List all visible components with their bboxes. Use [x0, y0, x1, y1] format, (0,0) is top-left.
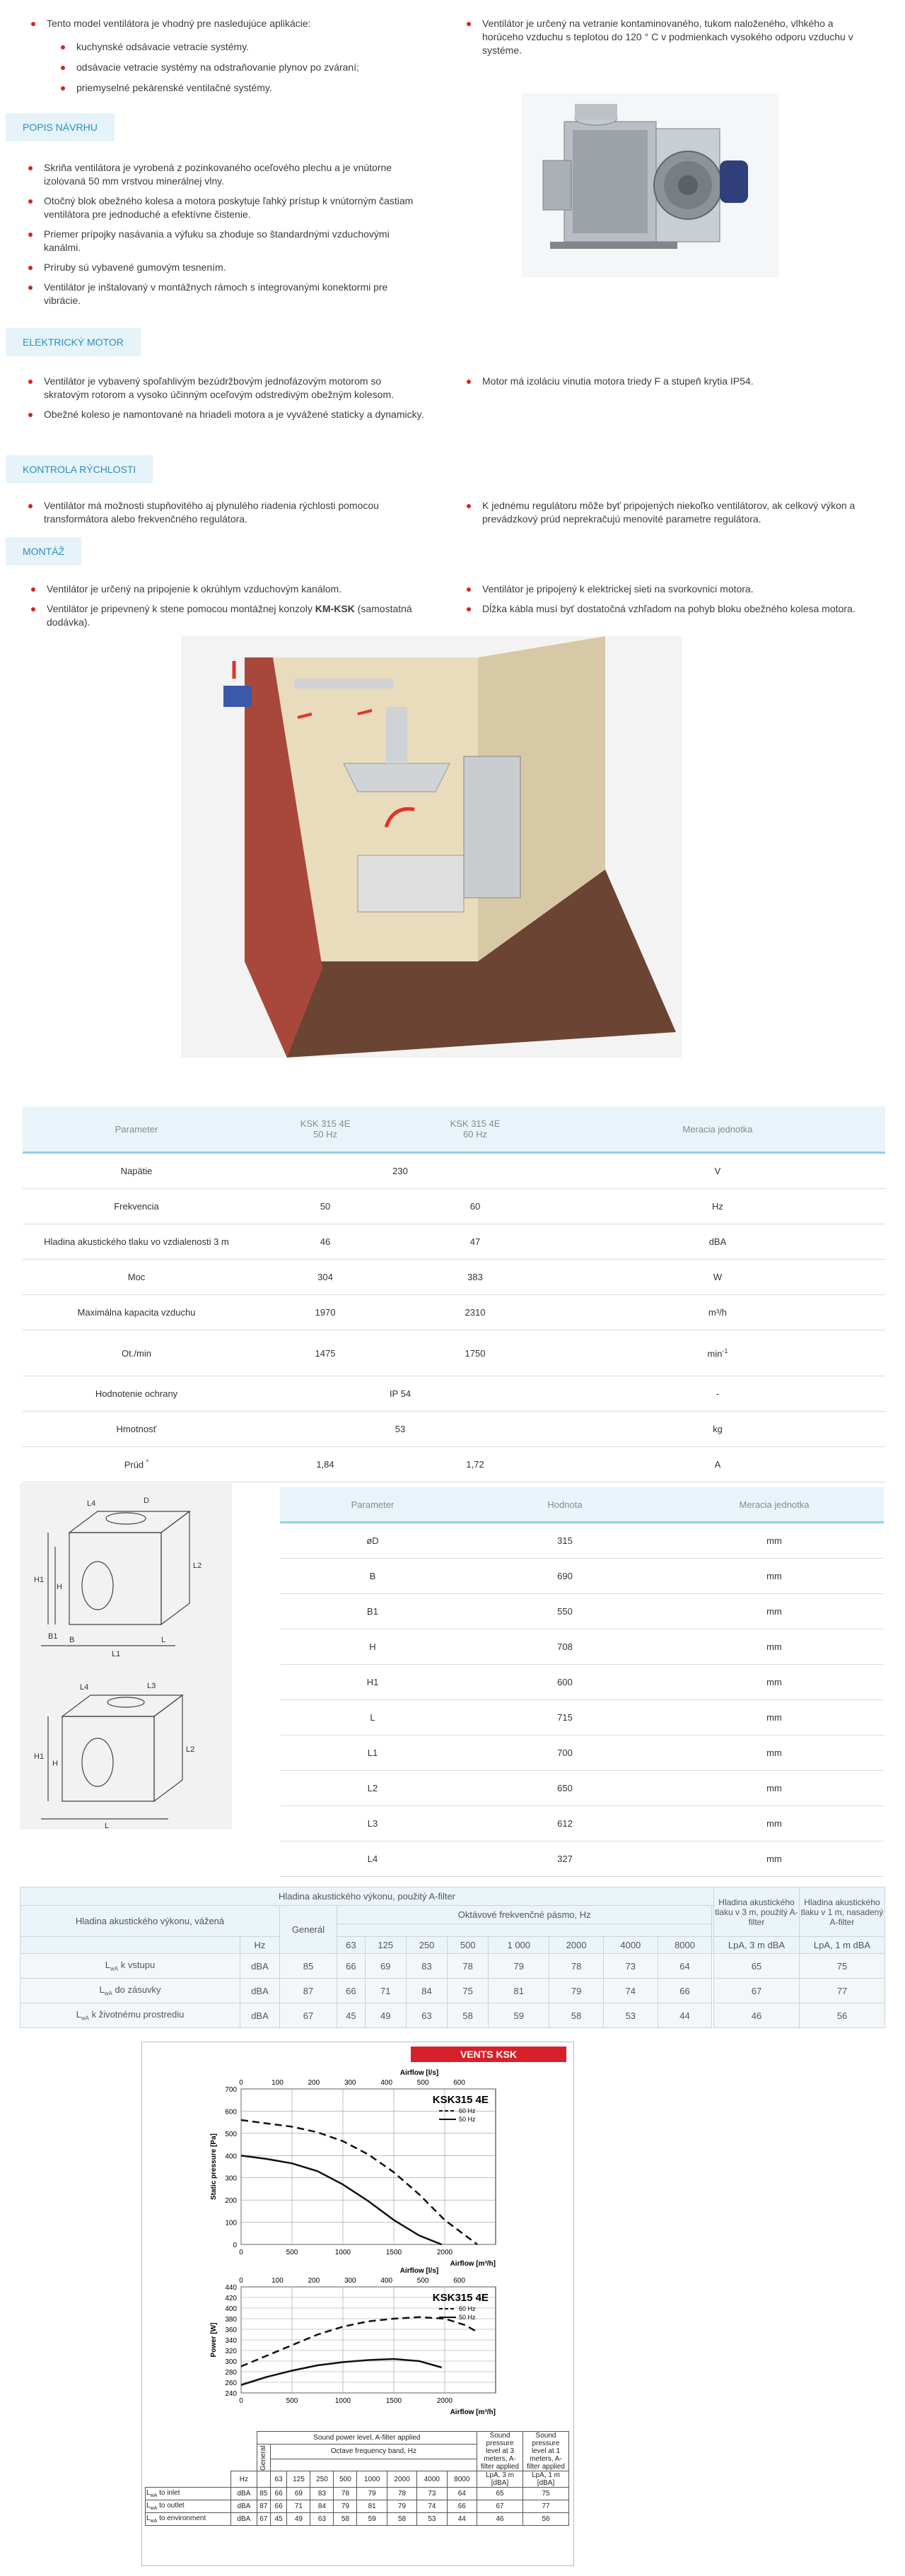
- x-tick-label: 500: [286, 2249, 298, 2256]
- y-tick-label: 300: [225, 2358, 237, 2366]
- x2-axis-label: Airflow [l/s]: [399, 2069, 439, 2077]
- spec-name: Moc: [23, 1260, 250, 1295]
- motor-left: [28, 375, 424, 428]
- sound-top-header: Hladina akustického výkonu, použitý A-filter: [21, 1887, 714, 1906]
- spec-value: 1750: [400, 1330, 550, 1376]
- spec-value: 53: [250, 1412, 550, 1447]
- design-item: Priemer prípojky nasávania a výfuku sa zhoduje so štandardnými vzduchovými kanálmi.: [28, 228, 424, 254]
- series-line-60-Hz: [241, 2317, 477, 2367]
- x2-axis-label: Airflow [l/s]: [399, 2267, 439, 2275]
- spec-name: Maximálna kapacita vzduchu: [23, 1295, 250, 1330]
- spec-value: 47: [400, 1224, 550, 1260]
- spec-unit: A: [550, 1447, 885, 1482]
- spec-value: 1,84: [250, 1447, 400, 1482]
- mount-bracket-name: KM-KSK: [315, 603, 355, 614]
- y-tick-label: 600: [225, 2108, 237, 2117]
- sound-p1-header: Hladina akustického tlaku v 1 m, nasadený A-filter: [800, 1887, 885, 1937]
- x2-tick-label: 400: [380, 2277, 393, 2285]
- section-speed-title: KONTROLA RÝCHLOSTI: [6, 455, 153, 484]
- sound-general-header: Generál: [280, 1906, 337, 1954]
- spec-col-50hz: KSK 315 4E 50 Hz: [250, 1106, 400, 1153]
- table-row: L4 327 mm: [280, 1842, 884, 1877]
- x2-tick-label: 400: [380, 2079, 393, 2087]
- y-tick-label: 340: [225, 2337, 237, 2345]
- x2-tick-label: 600: [453, 2277, 465, 2285]
- dim-col-param: Parameter: [280, 1487, 465, 1523]
- table-row: $L_{wA}$ to outlet dBA 87 66 71 84 79 81 79 74 66 67 77: [146, 2500, 569, 2513]
- app-item: kuchynské odsávacie vetracie systémy.: [61, 40, 427, 54]
- spec-unit: kg: [550, 1412, 885, 1447]
- dim-label: D: [144, 1497, 149, 1505]
- spec-unit: W: [550, 1260, 885, 1295]
- section-motor-title: ELEKTRICKÝ MOTOR: [6, 328, 141, 356]
- y-tick-label: 300: [225, 2174, 237, 2183]
- x2-tick-label: 500: [416, 2079, 429, 2087]
- design-item: Ventilátor je inštalovaný v montážnych rámoch s integrovanými konektormi pre vibrácie.: [28, 281, 424, 308]
- table-row: [23, 1330, 885, 1376]
- dim-label: L4: [87, 1499, 96, 1508]
- x2-tick-label: 100: [272, 2277, 284, 2285]
- y-tick-label: 240: [225, 2390, 237, 2398]
- chart-title: KSK315 4E: [432, 2292, 489, 2304]
- x2-tick-label: 100: [272, 2079, 284, 2087]
- table-row: H 708 mm: [280, 1629, 884, 1665]
- spec-name: Hodnotenie ochrany: [23, 1376, 250, 1412]
- chart-title: KSK315 4E: [432, 2094, 489, 2106]
- design-item: Otočný blok obežného kolesa a motora poskytuje ľahký prístup k vnútorným častiam ventilátora pre jednoduché a efektívne čistenie.: [28, 194, 424, 221]
- x-tick-label: 1500: [385, 2249, 402, 2256]
- dim-label: L4: [80, 1683, 89, 1692]
- series-line-50-Hz: [241, 2359, 442, 2385]
- x-axis-label: Airflow [m³/h]: [450, 2260, 496, 2268]
- mount-right: [467, 582, 863, 622]
- x2-tick-label: 300: [344, 2277, 356, 2285]
- y-tick-label: 440: [225, 2284, 237, 2292]
- y-tick-label: 400: [225, 2153, 237, 2161]
- x2-tick-label: 200: [308, 2277, 320, 2285]
- spec-value: 50: [250, 1189, 400, 1224]
- speed-item: K jednému regulátoru môže byť pripojených niekoľko ventilátorov, ak celkový výkon a prevádzkový prúd neprekračujú menovité parametre regulátora.: [467, 499, 863, 526]
- spec-value: 230: [250, 1153, 550, 1189]
- x-tick-label: 0: [239, 2249, 243, 2256]
- speed-left: [28, 499, 424, 532]
- spec-value: 304: [250, 1260, 400, 1295]
- table-row: [23, 1376, 885, 1412]
- x-tick-label: 2000: [436, 2397, 453, 2405]
- dim-label: B1: [48, 1632, 58, 1641]
- y-tick-label: 360: [225, 2326, 237, 2334]
- table-row: [23, 1224, 885, 1260]
- spec-unit: V: [550, 1153, 885, 1189]
- y-tick-label: 700: [225, 2086, 237, 2094]
- y-tick-label: 0: [233, 2242, 237, 2249]
- x2-tick-label: 600: [453, 2079, 465, 2087]
- y-axis-label: Power [W]: [210, 2322, 218, 2358]
- spec-value: 1,72: [400, 1447, 550, 1482]
- x-tick-label: 1000: [334, 2397, 351, 2405]
- speed-right: [467, 499, 863, 532]
- speed-item: Ventilátor má možnosti stupňovitého aj plynulého riadenia rýchlosti pomocou transformátora alebo frekvenčného regulátora.: [28, 499, 424, 526]
- table-row: L3 612 mm: [280, 1806, 884, 1842]
- app-item: odsávacie vetracie systémy na odstraňovanie plynov po zváraní;: [61, 61, 427, 74]
- intro-lead: Tento model ventilátora je vhodný pre nasledujúce aplikácie:: [31, 17, 427, 30]
- table-row: $L_{wA}$ to inlet dBA 85 66 69 83 78 79 78 73 64 65 75: [146, 2488, 569, 2500]
- x-tick-label: 1000: [334, 2249, 351, 2256]
- spec-name: Frekvencia: [23, 1189, 250, 1224]
- table-row: H1 600 mm: [280, 1665, 884, 1700]
- table-row: [23, 1412, 885, 1447]
- y-tick-label: 420: [225, 2295, 237, 2302]
- dim-col-value: Hodnota: [465, 1487, 665, 1523]
- dimension-table: [280, 1487, 884, 1877]
- performance-charts: [142, 2061, 573, 2428]
- spec-unit: m³/h: [550, 1295, 885, 1330]
- x-tick-label: 0: [239, 2397, 243, 2405]
- series-line-60-Hz: [241, 2120, 477, 2244]
- y-tick-label: 500: [225, 2130, 237, 2138]
- dim-label: L2: [193, 1562, 202, 1570]
- table-row: [23, 1295, 885, 1330]
- y-tick-label: 380: [225, 2316, 237, 2324]
- motor-item: Ventilátor je vybavený spoľahlivým bezúdržbovým jednofázovým motorom so skratovým rotorom a vysoko účinným oceľovým odstredivým obežným kolesom.: [28, 375, 424, 402]
- motor-item: Obežné koleso je namontované na hriadeli motora a je vyvážené staticky a dynamicky.: [28, 408, 424, 421]
- legend-label: 60 Hz: [459, 2305, 476, 2312]
- x-tick-label: 500: [286, 2397, 298, 2405]
- table-row: $L_{wA}$ k životnému prostrediu dBA 67 45 49 63 58 59 58 53 44 46 56: [21, 2003, 885, 2028]
- design-list: [28, 161, 424, 314]
- y-tick-label: 400: [225, 2305, 237, 2313]
- performance-sheet: [141, 2042, 574, 2566]
- spec-col-param: Parameter: [23, 1106, 250, 1153]
- table-row: [23, 1189, 885, 1224]
- x2-tick-label: 300: [344, 2079, 356, 2087]
- legend-label: 50 Hz: [459, 2314, 476, 2321]
- x2-tick-label: 200: [308, 2079, 320, 2087]
- dimension-drawings: [20, 1483, 232, 1829]
- sound-p3-header: Hladina akustického tlaku v 3 m, použitý A-filter: [714, 1887, 800, 1937]
- spec-value: 60: [400, 1189, 550, 1224]
- y-tick-label: 100: [225, 2219, 237, 2227]
- brand-banner: VENTS KSK: [411, 2047, 566, 2062]
- motor-right: [467, 375, 863, 394]
- spec-col-60hz: KSK 315 4E 60 Hz: [400, 1106, 550, 1153]
- table-row: [23, 1447, 885, 1482]
- mount-item: Ventilátor je určený na pripojenie k okrúhlym vzduchovým kanálom.: [31, 582, 427, 596]
- spec-unit: dBA: [550, 1224, 885, 1260]
- table-row: [23, 1260, 885, 1295]
- dim-label: H1: [34, 1576, 45, 1584]
- spec-col-unit: Meracia jednotka: [550, 1106, 885, 1153]
- spec-table: [23, 1106, 885, 1482]
- intro-right: [467, 17, 863, 64]
- mount-item: Ventilátor je pripojený k elektrickej sieti na svorkovnici motora.: [467, 582, 863, 596]
- section-mount-title: MONTÁŽ: [6, 537, 81, 566]
- spec-value: 383: [400, 1260, 550, 1295]
- table-row: $L_{wA}$ do zásuvky dBA 87 66 71 84 75 81 79 74 66 67 77: [21, 1979, 885, 2003]
- dim-col-unit: Meracia jednotka: [665, 1487, 884, 1523]
- dim-label: H1: [34, 1752, 45, 1761]
- table-row: L2 650 mm: [280, 1771, 884, 1806]
- intro-left: [31, 17, 427, 102]
- y-tick-label: 280: [225, 2369, 237, 2377]
- spec-value: 1970: [250, 1295, 400, 1330]
- design-item: Skriňa ventilátora je vyrobená z pozinkovaného oceľového plechu a je vnútorne izolovaná 50 mm vrstvou minerálnej vlny.: [28, 161, 424, 188]
- mount-item: Dĺžka kábla musí byť dostatočná vzhľadom na pohyb bloku obežného kolesa motora.: [467, 602, 863, 616]
- app-item: priemyselné pekárenské ventilačné systémy.: [61, 81, 427, 95]
- kitchen-illustration: [181, 636, 682, 1058]
- sound-table: Hladina akustického výkonu, použitý A-filter Hladina akustického tlaku v 3 m, použitý A-filter Hladina akustického tlaku v 1 m, nasadený A-filter Hladina akustického výkonu, vážená Generál Oktávové frekvenčné pásmo, Hz Hz 63 125 250 500 1 000 2000 4000 8000 LpA, 3 m dBA LpA, 1 m dBA $L_{wA}$ k vstupu dBA 85 66 69 83 78 79 78 73 64 65 75 $L_{wA}$ do zásuvky dBA 87 66 71 84 75 81 79 74 66 67 77 $L_{wA}$ k životnému prostrediu dBA 67 45 49 63 58 59 58 53 44 46 56: [20, 1887, 885, 2028]
- spec-value: 1475: [250, 1330, 400, 1376]
- dim-label: B: [69, 1636, 75, 1644]
- spec-unit: $\min^{-1}$: [550, 1330, 885, 1376]
- table-row: L 715 mm: [280, 1700, 884, 1735]
- table-row: øD 315 mm: [280, 1523, 884, 1559]
- dim-label: L: [161, 1636, 166, 1644]
- table-row: B1 550 mm: [280, 1594, 884, 1629]
- x2-tick-label: 500: [416, 2277, 429, 2285]
- section-design-title: POPIS NÁVRHU: [6, 113, 115, 141]
- spec-value: 2310: [400, 1295, 550, 1330]
- sound-octave-header: Oktávové frekvenčné pásmo, Hz: [337, 1906, 712, 1924]
- y-tick-label: 320: [225, 2348, 237, 2355]
- table-row: B 690 mm: [280, 1559, 884, 1594]
- spec-name: Prúd *: [23, 1447, 250, 1482]
- spec-name: Ot./min: [23, 1330, 250, 1376]
- design-item: Príruby sú vybavené gumovým tesnením.: [28, 261, 424, 274]
- x-tick-label: 1500: [385, 2397, 402, 2405]
- y-tick-label: 200: [225, 2197, 237, 2206]
- plot-frame: [241, 2089, 496, 2244]
- x2-tick-label: 0: [239, 2079, 243, 2087]
- x2-tick-label: 0: [239, 2277, 243, 2285]
- motor-item: Motor má izoláciu vinutia motora triedy F a stupeň krytia IP54.: [467, 375, 863, 388]
- x-axis-label: Airflow [m³/h]: [450, 2408, 496, 2416]
- spec-unit: Hz: [550, 1189, 885, 1224]
- legend-label: 60 Hz: [459, 2107, 476, 2114]
- product-photo: [522, 93, 779, 277]
- mount-left: [31, 582, 427, 636]
- dim-label: L: [105, 1822, 110, 1829]
- table-row: $L_{wA}$ k vstupu dBA 85 66 69 83 78 79 78 73 64 65 75: [21, 1954, 885, 1979]
- dim-label: H: [57, 1583, 62, 1591]
- sound-left-header: Hladina akustického výkonu, vážená: [21, 1906, 280, 1937]
- table-row: $L_{wA}$ to environment dBA 67 45 49 63 58 59 58 53 44 46 56: [146, 2513, 569, 2526]
- x-tick-label: 2000: [436, 2249, 453, 2256]
- dim-label: L3: [147, 1682, 156, 1690]
- chart-sound-table: Sound power level, A-filter applied Sound pressure level at 3 meters, A-filter applied Sound pressure level at 1 meters, A-filter applied General Octave frequency band, Hz Hz 63 125 250 500 1000 2000 4000 8000 LpA, 3 m [dBA] LpA, 1 m [dBA] $L_{wA}$ to inlet dBA 85 66 69 83 78 79 78 73 64 65 75 $L_{wA}$ to outlet dBA 87 66 71 84 79 81 79 74 66 67 77 $L_{wA}$ to environment dBA 67 45 49 63 58 59 58 53 44 46 56: [145, 2431, 569, 2526]
- spec-value: IP 54: [250, 1376, 550, 1412]
- spec-name: Napätie: [23, 1153, 250, 1189]
- spec-name: Hladina akustického tlaku vo vzdialenosti 3 m: [23, 1224, 250, 1260]
- spec-unit: -: [550, 1376, 885, 1412]
- dim-label: H: [52, 1760, 58, 1768]
- y-tick-label: 260: [225, 2379, 237, 2387]
- dim-label: L2: [186, 1745, 195, 1754]
- table-row: [23, 1153, 885, 1189]
- mount-item: Ventilátor je pripevnený k stene pomocou montážnej konzoly KM-KSK (samostatná dodávka).: [31, 602, 427, 629]
- y-axis-label: Static pressure [Pa]: [210, 2133, 218, 2200]
- spec-value: 46: [250, 1224, 400, 1260]
- dim-label: L1: [112, 1650, 121, 1658]
- spec-name: Hmotnosť: [23, 1412, 250, 1447]
- legend-label: 50 Hz: [459, 2116, 476, 2123]
- table-row: L1 700 mm: [280, 1735, 884, 1771]
- intro-right-text: Ventilátor je určený na vetranie kontaminovaného, tukom naloženého, vlhkého a horúceho vzduchu s teplotou do 120 ° C v podmienkach vysokého odporu vzduchu v systéme.: [467, 17, 863, 57]
